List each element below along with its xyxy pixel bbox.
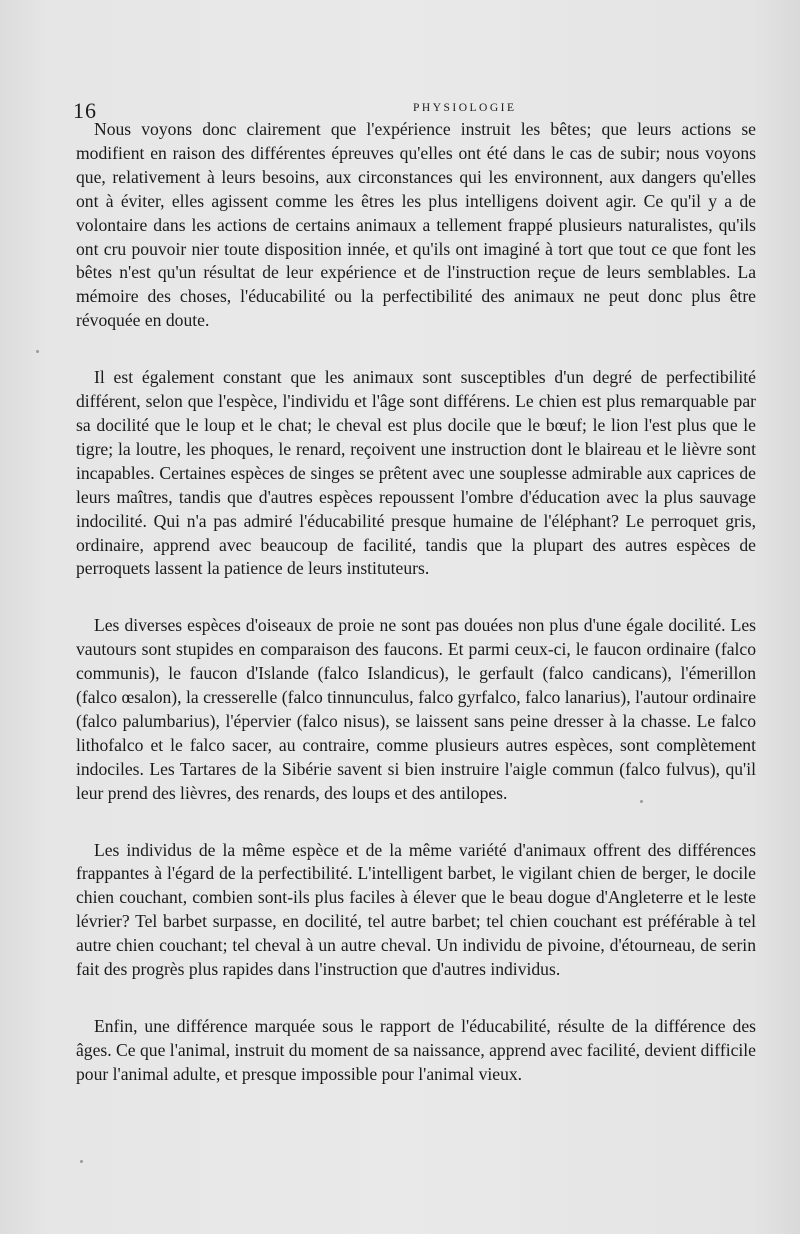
paper-speck	[36, 350, 39, 353]
paper-speck	[640, 800, 643, 803]
running-head: PHYSIOLOGIE	[413, 102, 517, 114]
paper-speck	[80, 1160, 83, 1163]
paragraph-5: Enfin, une différence marquée sous le rapport de l'éducabilité, résulte de la différence des âges. Ce que l'animal, instruit du moment de sa naissance, apprend avec facilité, devient difficile pour l'animal adulte, et presque impossible pour l'animal vieux.	[76, 1016, 756, 1084]
paragraph-3: Les diverses espèces d'oiseaux de proie ne sont pas douées non plus d'une égale docilité. Les vautours sont stupides en comparaison des faucons. Et parmi ceux-ci, le faucon ordinaire (falco communis), le faucon d'Islande (falco Islandicus), le gerfault (falco candicans), l'émerillon (falco œsalon), la cresserelle (falco tinnunculus, falco gyrfalco, falco lanarius), l'autour ordinaire (falco palumbarius), l'épervier (falco nisus), se laissent sans peine dresser à la chasse. Le falco lithofalco et le falco sacer, au contraire, comme plusieurs autres espèces, sont complètement indociles. Les Tartares de la Sibérie savent si bien instruire l'aigle commun (falco fulvus), qu'il leur prend des lièvres, des renards, des loups et des antilopes.	[76, 615, 756, 803]
paragraph-2: Il est également constant que les animaux sont susceptibles d'un degré de perfectibilité différent, selon que l'espèce, l'individu et l'âge sont différens. Le chien est plus remarquable par sa docilité que le loup et le chat; le cheval est plus docile que le bœuf; le lion l'est plus que le tigre; la loutre, les phoques, le renard, reçoivent une instruction dont le blaireau et le lièvre sont incapables. Certaines espèces de singes se prêtent avec une souplesse admirable aux caprices de leurs maîtres, tandis que d'autres espèces repoussent l'ombre d'éducation avec la plus sauvage indocilité. Qui n'a pas admiré l'éducabilité presque humaine de l'éléphant? Le perroquet gris, ordinaire, apprend avec beaucoup de facilité, tandis que la plupart des autres espèces de perroquets lassent la patience de leurs instituteurs.	[76, 367, 756, 579]
page-number: 16	[73, 98, 97, 123]
paragraph-4: Les individus de la même espèce et de la même variété d'animaux offrent des différences frappantes à l'égard de la perfectibilité. L'intelligent barbet, le vigilant chien de berger, le docile chien couchant, combien sont-ils plus faciles à élever que le beau dogue d'Angleterre et le leste lévrier? Tel barbet surpasse, en docilité, tel autre barbet; tel chien couchant est préférable à tel autre chien couchant; tel cheval à un autre cheval. Un individu de pivoine, d'étourneau, de serin fait des progrès plus rapides dans l'instruction que d'autres individus.	[76, 839, 756, 980]
body-text	[76, 118, 756, 1087]
paragraph-1: Nous voyons donc clairement que l'expérience instruit les bêtes; que leurs actions se modifient en raison des différentes épreuves qu'elles ont été dans le cas de subir; nous voyons que, relativement à leurs besoins, aux circonstances qui les environnent, aux dangers qu'elles ont à éviter, elles agissent comme les êtres les plus intelligens doivent agir. Ce qu'il y a de volontaire dans les actions de certains animaux a tellement frappé plusieurs naturalistes, qu'ils ont cru pouvoir nier toute disposition innée, et qu'ils ont imaginé à tort que tout ce que font les bêtes n'est qu'un résultat de leur expérience et de l'instruction reçue de leurs semblables. La mémoire des choses, l'éducabilité ou la perfectibilité des animaux ne peut donc plus être révoquée en doute.	[76, 119, 756, 331]
